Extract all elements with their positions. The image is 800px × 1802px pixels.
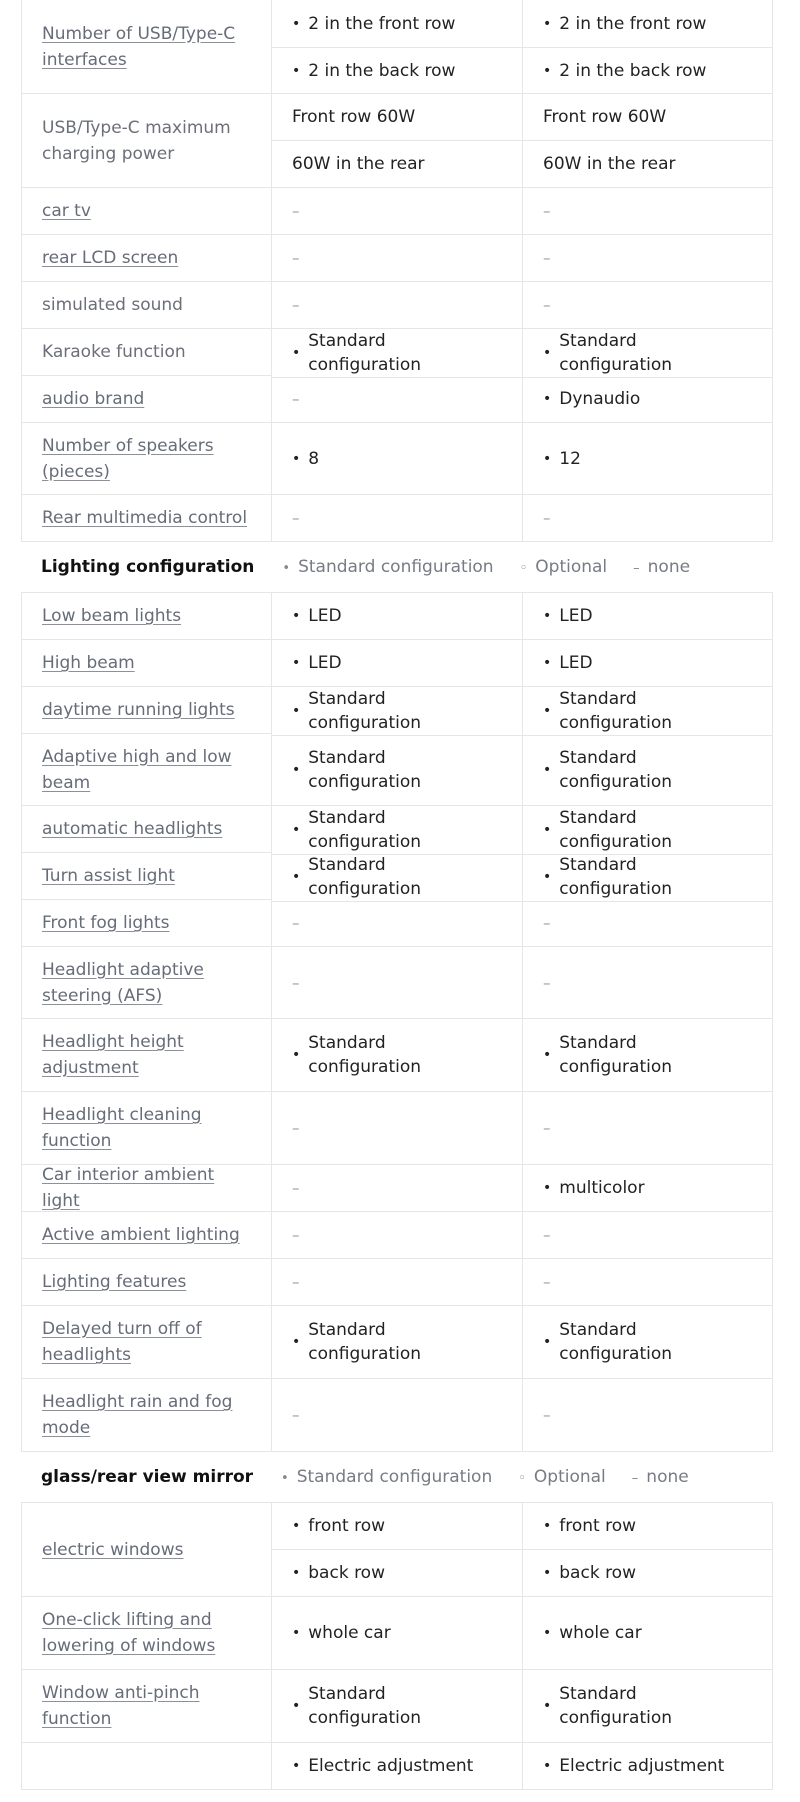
spec-value-cell: [522, 495, 773, 542]
standard-bullet-icon: •: [292, 1565, 301, 1581]
spec-label-link[interactable]: Headlight cleaning function: [42, 1105, 202, 1151]
spec-label-link[interactable]: Turn assist light: [42, 866, 175, 886]
spec-row-front-fog-lights: [0, 900, 800, 947]
spec-value-text: front row: [308, 1516, 386, 1536]
none-dash: –: [543, 1273, 551, 1291]
spec-value-cell: [271, 495, 522, 542]
spec-row-turn-assist-light: [0, 853, 800, 900]
spec-value-text: Standard configuration: [559, 331, 673, 375]
spec-value-text: Standard configuration: [559, 808, 673, 852]
spec-label-link[interactable]: One-click lifting and lowering of windows: [42, 1610, 216, 1656]
legend-item: [632, 1467, 689, 1487]
none-dash: –: [543, 249, 551, 267]
spec-label: [21, 1743, 271, 1790]
spec-label-link[interactable]: Window anti-pinch function: [42, 1683, 200, 1729]
spec-row-headlight-cleaning-function: [0, 1092, 800, 1165]
spec-value-text: Standard configuration: [308, 1033, 422, 1077]
standard-bullet-icon: •: [292, 345, 301, 361]
spec-value-cell: [522, 423, 773, 495]
spec-value-cell: [522, 1092, 773, 1165]
spec-row-adaptive-high-and-low-beam: [0, 734, 800, 806]
spec-value-text: Standard configuration: [308, 1320, 422, 1364]
standard-bullet-icon: •: [543, 62, 552, 79]
spec-value-cell: [522, 94, 773, 141]
legend-item: [520, 557, 608, 577]
none-dash-icon: –: [633, 561, 640, 576]
standard-bullet-icon: •: [543, 869, 552, 885]
spec-label[interactable]: [21, 806, 271, 853]
none-dash: –: [292, 1273, 300, 1291]
spec-value-text: Standard configuration: [559, 747, 673, 792]
standard-bullet-icon: •: [292, 608, 301, 624]
spec-label[interactable]: [21, 495, 271, 542]
spec-value-cell: [271, 734, 522, 806]
spec-value-cell: [522, 1212, 773, 1259]
spec-value-text: 2 in the back row: [308, 60, 456, 81]
spec-row-headlight-height-adjustment: [0, 1019, 800, 1092]
spec-label-link[interactable]: electric windows: [42, 1539, 184, 1560]
spec-value-text: Dynaudio: [559, 389, 641, 409]
legend-item: [518, 1467, 606, 1487]
spec-value-text: whole car: [559, 1623, 642, 1643]
spec-label-link[interactable]: Delayed turn off of headlights: [42, 1319, 202, 1365]
spec-row-active-ambient-lighting: [0, 1212, 800, 1259]
spec-value-cell: [271, 1019, 522, 1092]
legend-item: [281, 1467, 492, 1487]
spec-label-link[interactable]: Headlight adaptive steering (AFS): [42, 959, 204, 1006]
none-dash: –: [292, 390, 300, 408]
standard-bullet-icon: •: [543, 1334, 552, 1350]
spec-value-cell: [522, 1597, 773, 1670]
spec-label-link[interactable]: car tv: [42, 201, 91, 221]
spec-value-text: Electric adjustment: [559, 1756, 725, 1776]
spec-value-cell: [271, 1259, 522, 1306]
spec-label[interactable]: [21, 1670, 271, 1743]
standard-bullet-icon: •: [543, 345, 552, 361]
none-dash: –: [543, 296, 551, 314]
spec-value-cell: [271, 376, 522, 423]
spec-value-cell: [271, 593, 522, 640]
spec-value-cell: [271, 141, 522, 188]
spec-value-cell: [522, 235, 773, 282]
none-dash: –: [543, 914, 551, 932]
none-dash: –: [292, 202, 300, 220]
none-dash: –: [292, 509, 300, 527]
spec-value-cell: [271, 94, 522, 141]
standard-bullet-icon: •: [543, 761, 552, 778]
spec-value-cell: [271, 282, 522, 329]
legend-label: Standard configuration: [296, 1467, 493, 1487]
spec-value-text: 2 in the front row: [559, 13, 707, 34]
spec-value-text: LED: [559, 653, 593, 673]
spec-row-headlight-adaptive-steering-afs: [0, 947, 800, 1019]
spec-label-link[interactable]: Lighting features: [42, 1272, 187, 1292]
spec-value-cell: [271, 48, 522, 94]
standard-bullet-icon: •: [292, 703, 301, 719]
spec-label[interactable]: [21, 1503, 271, 1597]
none-dash-icon: –: [631, 1471, 639, 1486]
standard-bullet-icon: •: [543, 655, 552, 671]
spec-label[interactable]: [21, 1092, 271, 1165]
section-title: glass/rear view mirror: [41, 1467, 254, 1487]
spec-value-cell: [271, 853, 522, 902]
spec-value-cell: [522, 1165, 773, 1212]
standard-bullet-icon: •: [543, 822, 552, 838]
spec-row-karaoke-function: [0, 329, 800, 376]
spec-value-cell: [522, 1306, 773, 1379]
spec-value-text: Standard configuration: [559, 1320, 673, 1364]
spec-value-cell: [271, 188, 522, 235]
spec-label-link[interactable]: High beam: [42, 653, 135, 673]
standard-bullet-icon: •: [292, 1625, 301, 1641]
spec-value-cell: [271, 687, 522, 736]
spec-value-text: 60W in the rear: [543, 154, 676, 174]
standard-bullet-icon: •: [543, 1758, 552, 1774]
spec-label-link[interactable]: Low beam lights: [42, 606, 182, 626]
standard-bullet-icon: •: [543, 1180, 552, 1196]
standard-bullet-icon: •: [292, 761, 301, 778]
spec-row-one-click-lifting-and-lowering-of-windows: [0, 1597, 800, 1670]
spec-label[interactable]: [21, 1597, 271, 1670]
spec-row-blank: [0, 1743, 800, 1790]
legend-label: Optional: [533, 1467, 606, 1487]
spec-value-text: Front row 60W: [292, 107, 416, 127]
none-dash: –: [292, 1226, 300, 1244]
spec-row-rear-multimedia-control: [0, 495, 800, 542]
spec-row-lighting-features: [0, 1259, 800, 1306]
standard-bullet-icon: •: [543, 1698, 552, 1714]
none-dash: –: [292, 1406, 300, 1424]
spec-label[interactable]: [21, 1379, 271, 1452]
spec-label[interactable]: [21, 900, 271, 947]
none-dash: –: [292, 1179, 300, 1197]
spec-value-text: Standard configuration: [308, 855, 422, 899]
section-header-lighting-configuration: [21, 542, 773, 593]
spec-value-cell: [522, 1550, 773, 1597]
spec-value-cell: [522, 329, 773, 378]
spec-label-link[interactable]: Number of USB/Type-C interfaces: [42, 23, 236, 70]
spec-row-delayed-turn-off-of-headlights: [0, 1306, 800, 1379]
spec-label[interactable]: [21, 1306, 271, 1379]
spec-row-usb-type-c-maximum-charging-power: [0, 94, 800, 188]
legend-label: none: [646, 1467, 689, 1487]
spec-value-text: Front row 60W: [543, 107, 667, 127]
spec-value-text: 2 in the back row: [559, 60, 707, 81]
spec-value-text: multicolor: [559, 1178, 645, 1198]
none-dash: –: [292, 249, 300, 267]
spec-value-text: Standard configuration: [308, 808, 422, 852]
spec-value-text: LED: [308, 653, 342, 673]
none-dash: –: [292, 296, 300, 314]
standard-bullet-icon: •: [543, 608, 552, 624]
standard-bullet-icon: •: [292, 1698, 301, 1714]
spec-value-cell: [522, 900, 773, 947]
spec-value-cell: [271, 1212, 522, 1259]
spec-value-cell: [522, 806, 773, 855]
spec-label-text: USB/Type-C maximum charging power: [42, 117, 231, 164]
none-dash: –: [543, 1226, 551, 1244]
spec-value-cell: [271, 806, 522, 855]
standard-bullet-icon: •: [543, 703, 552, 719]
spec-value-cell: [271, 1743, 522, 1790]
optional-circle-icon: ◦: [519, 561, 528, 576]
standard-bullet-icon: •: [292, 1758, 301, 1774]
none-dash: –: [292, 1119, 300, 1137]
spec-label-link[interactable]: automatic headlights: [42, 819, 223, 839]
spec-value-cell: [522, 188, 773, 235]
spec-value-cell: [271, 235, 522, 282]
spec-label-link[interactable]: Number of speakers (pieces): [42, 435, 214, 482]
spec-value-cell: [271, 900, 522, 947]
spec-value-cell: [522, 947, 773, 1019]
spec-value-cell: [271, 1165, 522, 1212]
spec-value-text: 2 in the front row: [308, 13, 456, 34]
spec-value-text: 60W in the rear: [292, 154, 425, 174]
spec-value-text: 12: [559, 448, 581, 469]
legend-label: none: [647, 557, 691, 577]
none-dash: –: [292, 914, 300, 932]
standard-bullet-icon: •: [281, 1471, 289, 1486]
spec-label-link[interactable]: Car interior ambient light: [42, 1165, 215, 1211]
spec-value-text: back row: [559, 1563, 636, 1583]
spec-row-electric-windows: [0, 1503, 800, 1597]
spec-label[interactable]: [21, 376, 271, 423]
spec-value-cell: [522, 0, 773, 48]
spec-label-link[interactable]: Headlight rain and fog mode: [42, 1392, 233, 1438]
spec-value-cell: [522, 1503, 773, 1550]
spec-value-text: LED: [308, 606, 342, 626]
spec-row-headlight-rain-and-fog-mode: [0, 1379, 800, 1452]
spec-label[interactable]: [21, 640, 271, 687]
spec-label[interactable]: [21, 687, 271, 734]
spec-label-link[interactable]: audio brand: [42, 389, 145, 409]
spec-value-cell: [271, 947, 522, 1019]
optional-circle-icon: ◦: [518, 1471, 526, 1486]
spec-value-cell: [271, 1503, 522, 1550]
spec-label[interactable]: [21, 853, 271, 900]
spec-label: [21, 94, 271, 188]
spec-value-text: Standard configuration: [559, 855, 673, 899]
spec-row-simulated-sound: [0, 282, 800, 329]
spec-value-text: Electric adjustment: [308, 1756, 474, 1776]
spec-label[interactable]: [21, 235, 271, 282]
legend-label: Optional: [535, 557, 608, 577]
spec-value-text: Standard configuration: [559, 1033, 673, 1077]
spec-value-cell: [522, 376, 773, 423]
spec-label-link[interactable]: daytime running lights: [42, 700, 235, 720]
spec-label[interactable]: [21, 734, 271, 806]
spec-value-text: LED: [559, 606, 593, 626]
spec-value-cell: [271, 0, 522, 48]
spec-value-text: Standard configuration: [308, 1684, 422, 1728]
spec-value-cell: [522, 141, 773, 188]
spec-label-link[interactable]: Adaptive high and low beam: [42, 746, 232, 793]
standard-bullet-icon: •: [543, 391, 552, 407]
spec-label[interactable]: [21, 188, 271, 235]
legend-item: [633, 557, 690, 577]
spec-label[interactable]: [21, 947, 271, 1019]
spec-value-cell: [271, 1550, 522, 1597]
spec-value-text: back row: [308, 1563, 385, 1583]
spec-value-text: Standard configuration: [308, 689, 422, 733]
spec-label[interactable]: [21, 1165, 271, 1212]
spec-value-cell: [271, 640, 522, 687]
spec-row-audio-brand: [0, 376, 800, 423]
spec-value-text: 8: [308, 448, 320, 469]
spec-row-number-of-usb-type-c-interfaces: [0, 0, 800, 94]
spec-label[interactable]: [21, 1212, 271, 1259]
spec-value-cell: [271, 1597, 522, 1670]
spec-row-car-tv: [0, 188, 800, 235]
spec-value-cell: [522, 1259, 773, 1306]
spec-value-cell: [522, 1670, 773, 1743]
standard-bullet-icon: •: [543, 1565, 552, 1581]
spec-value-cell: [271, 1670, 522, 1743]
spec-value-cell: [522, 593, 773, 640]
spec-row-window-anti-pinch-function: [0, 1670, 800, 1743]
standard-bullet-icon: •: [292, 869, 301, 885]
spec-label-link[interactable]: rear LCD screen: [42, 248, 179, 268]
spec-value-cell: [522, 282, 773, 329]
legend-label: Standard configuration: [298, 557, 494, 577]
none-dash: –: [543, 202, 551, 220]
spec-label[interactable]: [21, 1259, 271, 1306]
spec-label-text: simulated sound: [42, 295, 183, 315]
spec-label: [21, 282, 271, 329]
standard-bullet-icon: •: [292, 1334, 301, 1350]
section-header-glass-rear-view-mirror: [21, 1452, 773, 1503]
spec-label-link[interactable]: Front fog lights: [42, 913, 170, 933]
spec-row-number-of-speakers-pieces: [0, 423, 800, 495]
spec-value-text: whole car: [308, 1623, 391, 1643]
spec-value-cell: [271, 329, 522, 378]
spec-row-rear-lcd-screen: [0, 235, 800, 282]
spec-value-cell: [522, 48, 773, 94]
spec-value-cell: [522, 1743, 773, 1790]
standard-bullet-icon: •: [543, 1625, 552, 1641]
spec-value-text: front row: [559, 1516, 637, 1536]
spec-value-cell: [522, 853, 773, 902]
standard-bullet-icon: •: [543, 1047, 552, 1063]
spec-value-cell: [522, 734, 773, 806]
spec-label[interactable]: [21, 0, 271, 94]
spec-label-link[interactable]: Headlight height adjustment: [42, 1032, 184, 1078]
none-dash: –: [543, 509, 551, 527]
spec-value-cell: [271, 1379, 522, 1452]
spec-row-daytime-running-lights: [0, 687, 800, 734]
none-dash: –: [292, 973, 300, 992]
none-dash: –: [543, 1119, 551, 1137]
standard-bullet-icon: •: [292, 62, 301, 79]
none-dash: –: [543, 1406, 551, 1424]
spec-label[interactable]: [21, 1019, 271, 1092]
standard-bullet-icon: •: [292, 15, 301, 32]
standard-bullet-icon: •: [292, 822, 301, 838]
spec-row-high-beam: [0, 640, 800, 687]
standard-bullet-icon: •: [543, 1518, 552, 1534]
spec-value-text: Standard configuration: [559, 1684, 673, 1728]
standard-bullet-icon: •: [292, 450, 301, 467]
spec-label-link[interactable]: Active ambient lighting: [42, 1225, 240, 1245]
section-title: Lighting configuration: [41, 557, 255, 577]
standard-bullet-icon: •: [543, 450, 552, 467]
spec-value-text: Standard configuration: [308, 331, 422, 375]
spec-value-cell: [522, 1379, 773, 1452]
standard-bullet-icon: •: [543, 15, 552, 32]
standard-bullet-icon: •: [282, 561, 291, 576]
legend-item: [282, 557, 493, 577]
none-dash: –: [543, 973, 551, 992]
spec-value-text: Standard configuration: [308, 747, 422, 792]
spec-label: [21, 329, 271, 376]
standard-bullet-icon: •: [292, 1518, 301, 1534]
spec-row-car-interior-ambient-light: [0, 1165, 800, 1212]
spec-value-text: Standard configuration: [559, 689, 673, 733]
spec-row-automatic-headlights: [0, 806, 800, 853]
spec-label-text: Karaoke function: [42, 342, 186, 362]
spec-value-cell: [271, 1092, 522, 1165]
spec-label-link[interactable]: Rear multimedia control: [42, 508, 248, 528]
spec-value-cell: [271, 1306, 522, 1379]
standard-bullet-icon: •: [292, 655, 301, 671]
spec-value-cell: [271, 423, 522, 495]
spec-label[interactable]: [21, 593, 271, 640]
spec-value-cell: [522, 687, 773, 736]
standard-bullet-icon: •: [292, 1047, 301, 1063]
spec-value-cell: [522, 640, 773, 687]
spec-label[interactable]: [21, 423, 271, 495]
spec-value-cell: [522, 1019, 773, 1092]
spec-row-low-beam-lights: [0, 593, 800, 640]
